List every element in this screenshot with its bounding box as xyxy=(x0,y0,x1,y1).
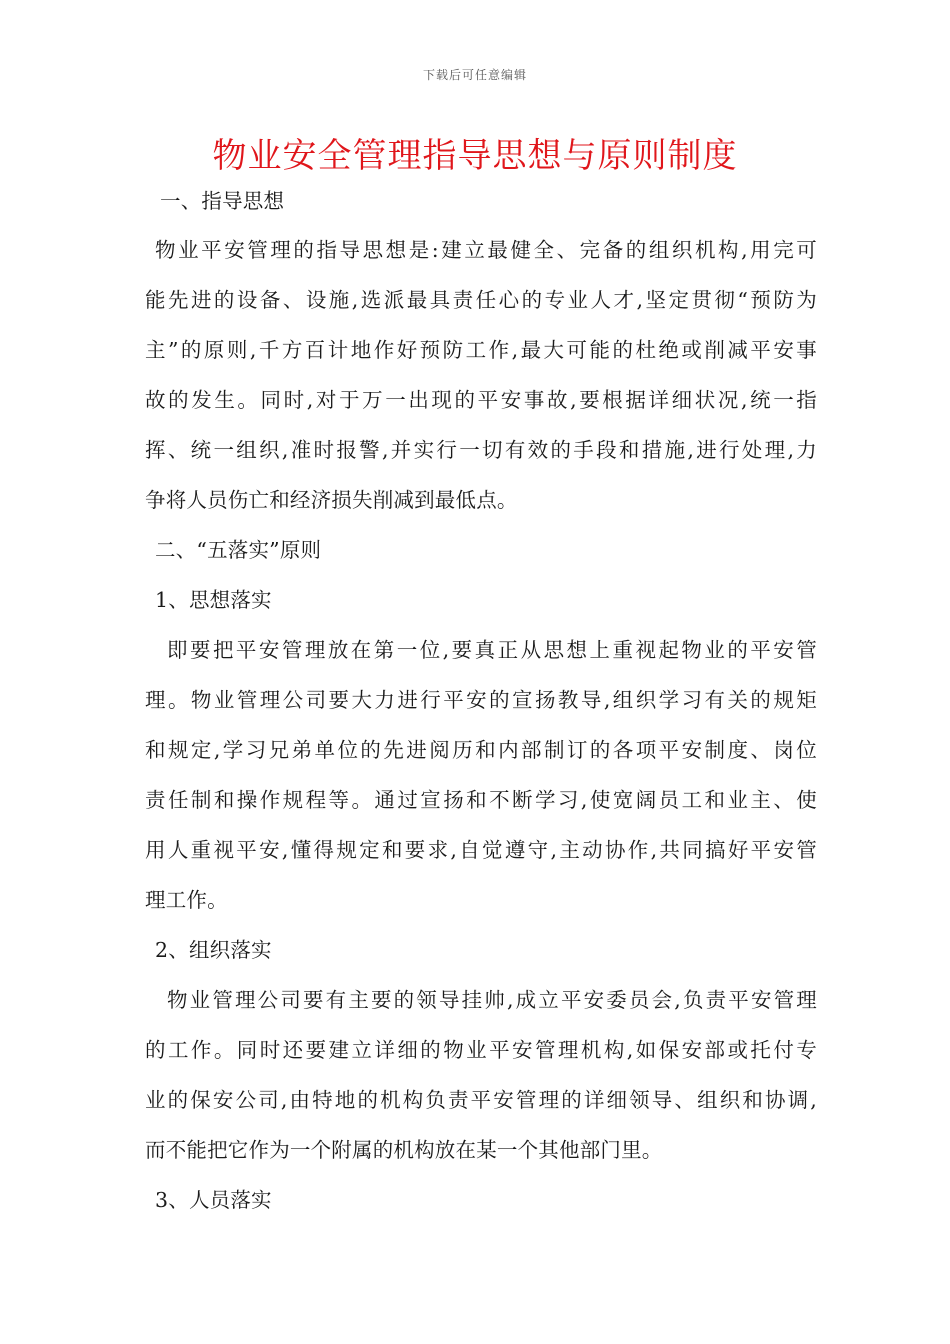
section-heading-guiding-thought: 一、指导思想 xyxy=(160,189,285,213)
paragraph-line: 理。物业管理公司要大力进行平安的宣扬教导,组织学习有关的规矩 xyxy=(145,688,817,712)
paragraph-line: 业的保安公司,由特地的机构负责平安管理的详细领导、组织和协调, xyxy=(145,1088,817,1112)
paragraph-line: 的工作。同时还要建立详细的物业平安管理机构,如保安部或托付专 xyxy=(145,1038,817,1062)
paragraph-line: 责任制和操作规程等。通过宣扬和不断学习,使宽阔员工和业主、使 xyxy=(145,788,817,812)
subsection-heading-personnel: 3、人员落实 xyxy=(155,1188,272,1212)
subsection-heading-thought: 1、思想落实 xyxy=(155,588,272,612)
subsection-heading-organization: 2、组织落实 xyxy=(155,938,272,962)
header-note: 下载后可任意编辑 xyxy=(422,68,527,82)
section-heading-five-implementations: 二、“五落实”原则 xyxy=(155,538,322,562)
paragraph-line: 而不能把它作为一个附属的机构放在某一个其他部门里。 xyxy=(145,1138,663,1162)
paragraph-line: 挥、统一组织,准时报警,并实行一切有效的手段和措施,进行处理,力 xyxy=(145,438,817,462)
paragraph-line: 物业平安管理的指导思想是:建立最健全、完备的组织机构,用完可 xyxy=(155,238,817,262)
paragraph-line: 争将人员伤亡和经济损失削减到最低点。 xyxy=(145,488,518,512)
paragraph-line: 主”的原则,千方百计地作好预防工作,最大可能的杜绝或削减平安事 xyxy=(145,338,817,362)
paragraph-line: 理工作。 xyxy=(145,888,228,912)
paragraph-line: 故的发生。同时,对于万一出现的平安事故,要根据详细状况,统一指 xyxy=(145,388,817,412)
paragraph-line: 即要把平安管理放在第一位,要真正从思想上重视起物业的平安管 xyxy=(167,638,817,662)
paragraph-line: 物业管理公司要有主要的领导挂帅,成立平安委员会,负责平安管理 xyxy=(167,988,817,1012)
paragraph-line: 和规定,学习兄弟单位的先进阅历和内部制订的各项平安制度、岗位 xyxy=(145,738,817,762)
document-title: 物业安全管理指导思想与原则制度 xyxy=(212,136,738,176)
paragraph-line: 用人重视平安,懂得规定和要求,自觉遵守,主动协作,共同搞好平安管 xyxy=(145,838,817,862)
paragraph-line: 能先进的设备、设施,选派最具责任心的专业人才,坚定贯彻“预防为 xyxy=(145,288,817,312)
